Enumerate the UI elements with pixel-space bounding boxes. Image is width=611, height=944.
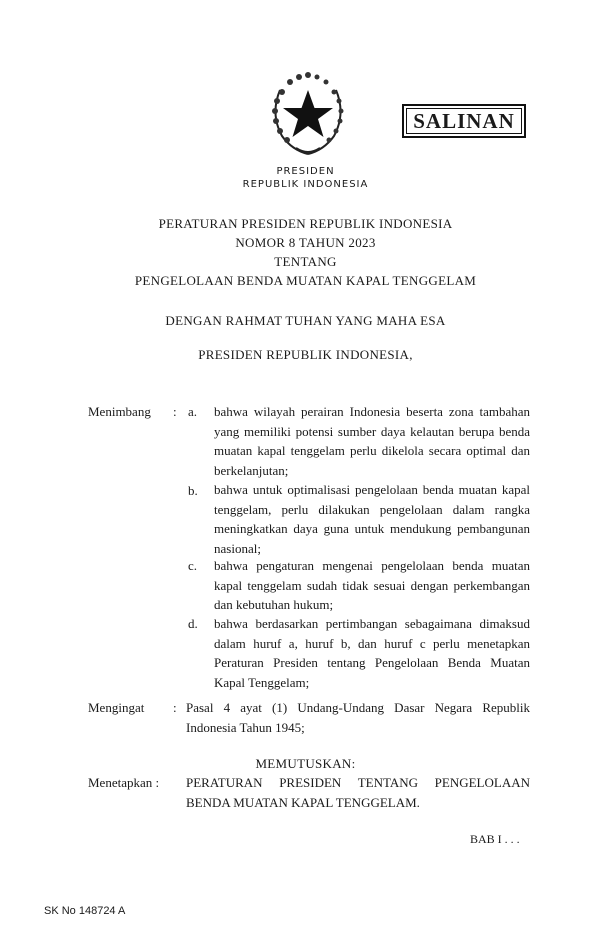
menetapkan-text: PERATURAN PRESIDEN TENTANG PENGELOLAAN BENDA MUATAN KAPAL TENGGELAM. xyxy=(186,775,530,810)
menimbang-item-d: bahwa berdasarkan pertimbangan sebagaimana dimaksud dalam huruf a, huruf b, dan huruf c perlu menetapkan Peraturan Presiden tentang Pengelolaan Benda Muatan Kapal Tenggelam; xyxy=(214,616,530,690)
menimbang-marker-c: c. xyxy=(188,558,198,573)
regulation-number: NOMOR 8 TAHUN 2023 xyxy=(235,235,376,250)
salinan-label: SALINAN xyxy=(406,108,522,134)
regulation-subject: PENGELOLAAN BENDA MUATAN KAPAL TENGGELAM xyxy=(134,273,477,288)
menimbang-marker-a: a. xyxy=(188,404,198,419)
menimbang-item-a: bahwa wilayah perairan Indonesia beserta zona tambahan yang memiliki potensi sumber daya kelautan berupa benda muatan kapal tenggelam perlu dikelola secara optimal dan berkelanjutan; xyxy=(214,404,530,478)
salinan-stamp xyxy=(402,104,526,138)
mengingat-label: Mengingat xyxy=(88,700,145,715)
next-page-indicator: BAB I . . . xyxy=(470,832,520,846)
menetapkan-label: Menetapkan : xyxy=(88,775,160,790)
document-code: SK No 148724 A xyxy=(44,905,126,917)
mengingat-colon: : xyxy=(173,700,177,715)
menimbang-colon: : xyxy=(173,404,177,419)
blessing-line: DENGAN RAHMAT TUHAN YANG MAHA ESA xyxy=(165,313,446,328)
menimbang-item-b: bahwa untuk optimalisasi pengelolaan benda muatan kapal tenggelam, perlu dilakukan pengelolaan dalam rangka meningkatkan daya guna untuk mendukung pembangunan nasional; xyxy=(214,482,530,556)
mengingat-text: Pasal 4 ayat (1) Undang-Undang Dasar Negara Republik Indonesia Tahun 1945; xyxy=(186,700,530,735)
president-label: PRESIDEN xyxy=(276,166,335,177)
regulation-about-label: TENTANG xyxy=(274,254,337,269)
menimbang-item-c: bahwa pengaturan mengenai pengelolaan benda muatan kapal tenggelam sudah tidak sesuai dengan perkembangan dan kebutuhan hukum; xyxy=(214,558,530,613)
republic-label: REPUBLIK INDONESIA xyxy=(242,179,369,190)
issuer-line: PRESIDEN REPUBLIK INDONESIA, xyxy=(198,347,413,362)
memutuskan-heading: MEMUTUSKAN: xyxy=(255,756,356,771)
garuda-emblem-icon xyxy=(266,70,350,158)
regulation-title: PERATURAN PRESIDEN REPUBLIK INDONESIA xyxy=(158,216,453,231)
menimbang-marker-b: b. xyxy=(188,483,198,498)
menimbang-marker-d: d. xyxy=(188,616,198,631)
menimbang-label: Menimbang xyxy=(88,404,151,419)
